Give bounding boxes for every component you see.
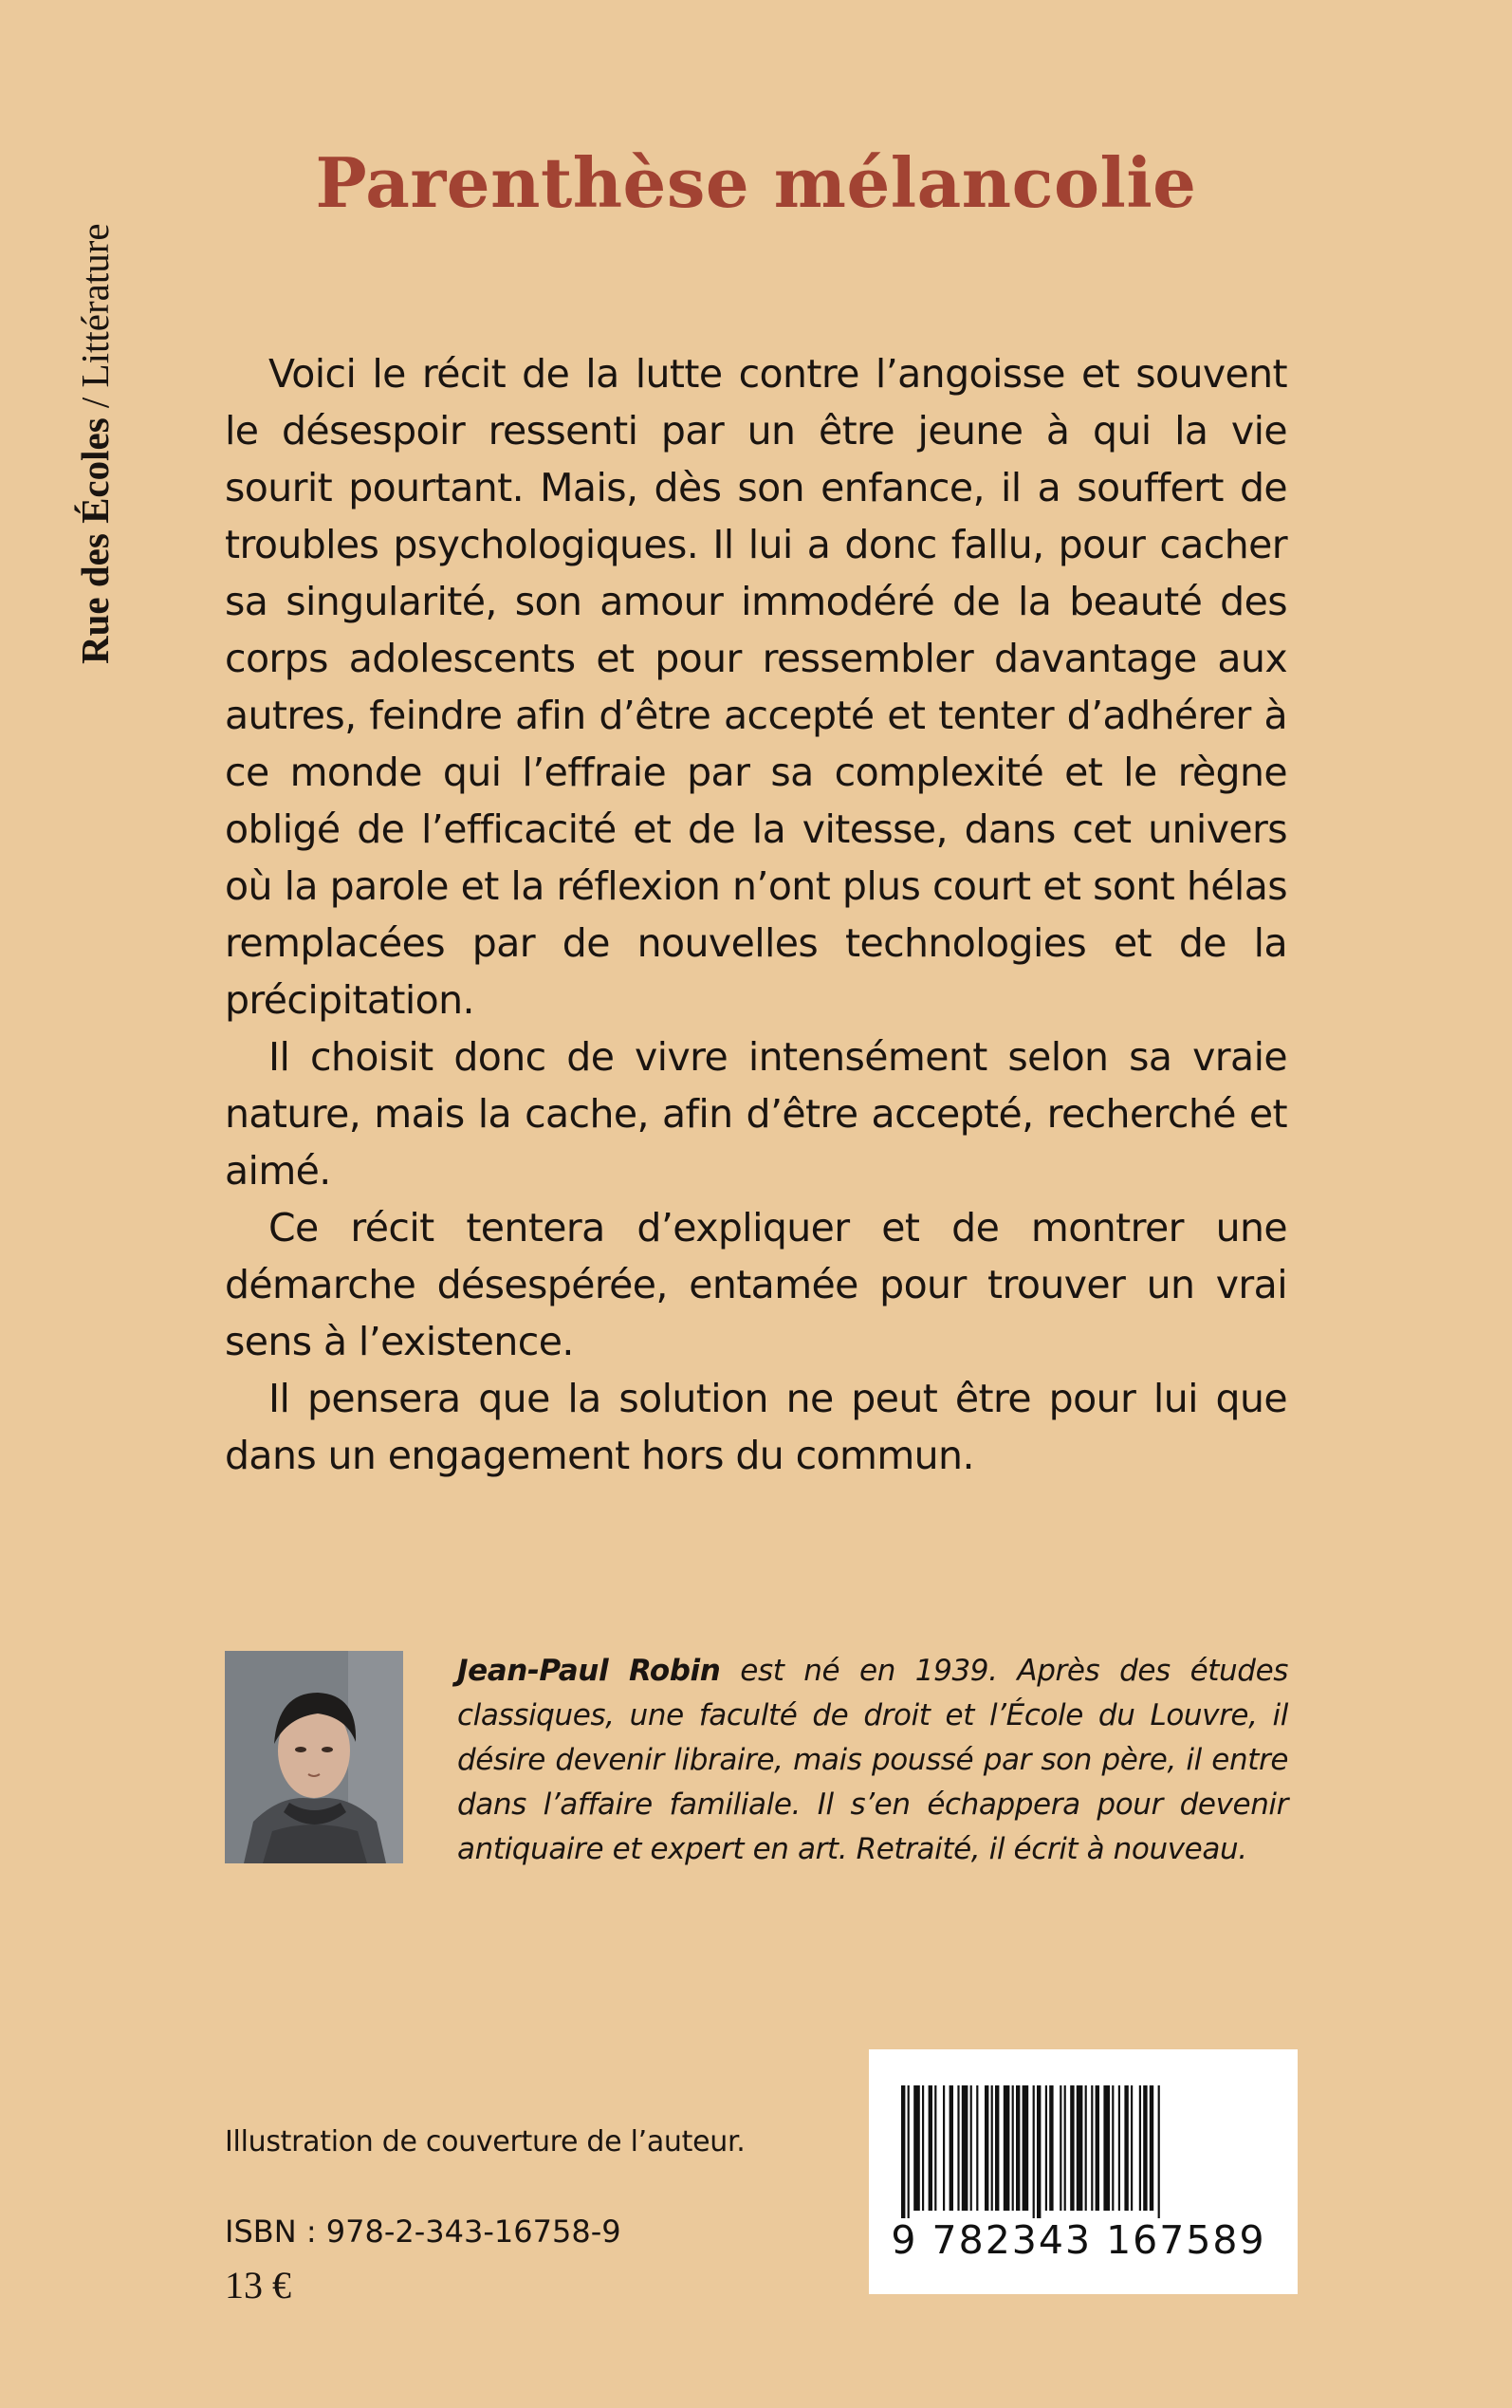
barcode-bar [934,2085,936,2211]
barcode-bar [1150,2085,1153,2211]
spine-collection: Rue des Écoles [73,417,117,664]
price: 13 € [225,2264,291,2306]
barcode-bar [1124,2085,1128,2211]
barcode-bar [976,2085,978,2211]
barcode-bar [985,2085,988,2211]
isbn: ISBN : 978-2-343-16758-9 [225,2214,621,2250]
barcode-bar [1012,2085,1014,2211]
blurb-paragraph: Il pensera que la solution ne peut être pour lui que dans un engagement hors du commun. [225,1376,1287,1478]
barcode-bar [1045,2085,1047,2211]
barcode-bar [1096,2085,1099,2211]
barcode-bar [1064,2085,1066,2211]
barcode-bar [950,2085,953,2211]
barcode-bar [1037,2085,1041,2218]
barcode-bar [1077,2085,1083,2211]
barcode-bar [1016,2085,1020,2211]
illustration-credit: Illustration de couverture de l’auteur. [225,2125,746,2158]
blurb [225,345,1287,1484]
barcode-bar [1004,2085,1010,2211]
author-name: Jean-Paul Robin [457,1654,721,1688]
barcode-bars [886,2085,1271,2218]
barcode-bar [1139,2085,1141,2211]
blurb-paragraph: Ce récit tentera d’expliquer et de montrer une démarche désespérée, entamée pour trouver un vrai sens à l’existence. [225,1205,1287,1364]
barcode-bar [1118,2085,1120,2211]
barcode-bar [970,2085,972,2211]
barcode-bar [962,2085,968,2211]
blurb-paragraph: Il choisit donc de vivre intensément selon sa vraie nature, mais la cache, afin d’être accepté, recherché et aimé. [225,1034,1287,1194]
book-title: Parenthèse mélancolie [315,142,1197,223]
barcode-bar [913,2085,920,2211]
barcode-bar [1023,2085,1029,2211]
barcode-bar [922,2085,924,2211]
barcode-bar [929,2085,932,2211]
barcode-bar [908,2085,910,2218]
barcode-bar [943,2085,945,2211]
blurb-paragraph: Voici le récit de la lutte contre l’angoisse et souvent le désespoir ressenti par un être jeune à qui la vie sourit pourtant. Mais, dès son enfance, il a souffert de troubles psychologiques. Il lui a donc fallu, pour cacher sa singularité, son amour immodéré de la beauté des corps adolescents et pour ressembler davantage aux autres, feindre afin d’être accepté et tenter d’adhérer à ce monde qui l’effraie par sa complexité et le règne obligé de l’efficacité et de la vitesse, dans cet univers où la parole et la réflexion n’ont plus court et sont hélas remplacées par de nouvelles technologies et de la précipitation. [225,351,1287,1023]
author-portrait-image [225,1651,403,1863]
barcode-bar [901,2085,905,2218]
barcode-bar [1158,2085,1160,2218]
barcode-bar [1131,2085,1133,2211]
author-photo [225,1651,403,1863]
barcode [869,2049,1298,2294]
barcode-bar [991,2085,993,2211]
barcode-bar [1060,2085,1061,2211]
spine-separator: / [73,387,117,418]
barcode-digits: 9 782343 167589 [891,2217,1266,2263]
barcode-bar [1033,2085,1035,2218]
barcode-bar [995,2085,999,2211]
author-bio-text: est né en 1939. Après des études classiques, une faculté de droit et l’École du Louvre, il désire devenir libraire, mais poussé par son père, il entre dans l’affaire familiale. Il s’en échappera pour devenir antiquaire et expert en art. Retraité, il écrit à nouveau. [457,1654,1288,1866]
barcode-bar [1143,2085,1147,2211]
author-bio [457,1649,1288,1872]
barcode-bar [1112,2085,1114,2211]
barcode-bar [1085,2085,1087,2211]
barcode-bar [1103,2085,1110,2211]
spine-category: Littérature [73,223,117,388]
barcode-bar [957,2085,959,2211]
barcode-bar [1091,2085,1093,2211]
barcode-bar [1070,2085,1074,2211]
barcode-bar [1049,2085,1053,2211]
